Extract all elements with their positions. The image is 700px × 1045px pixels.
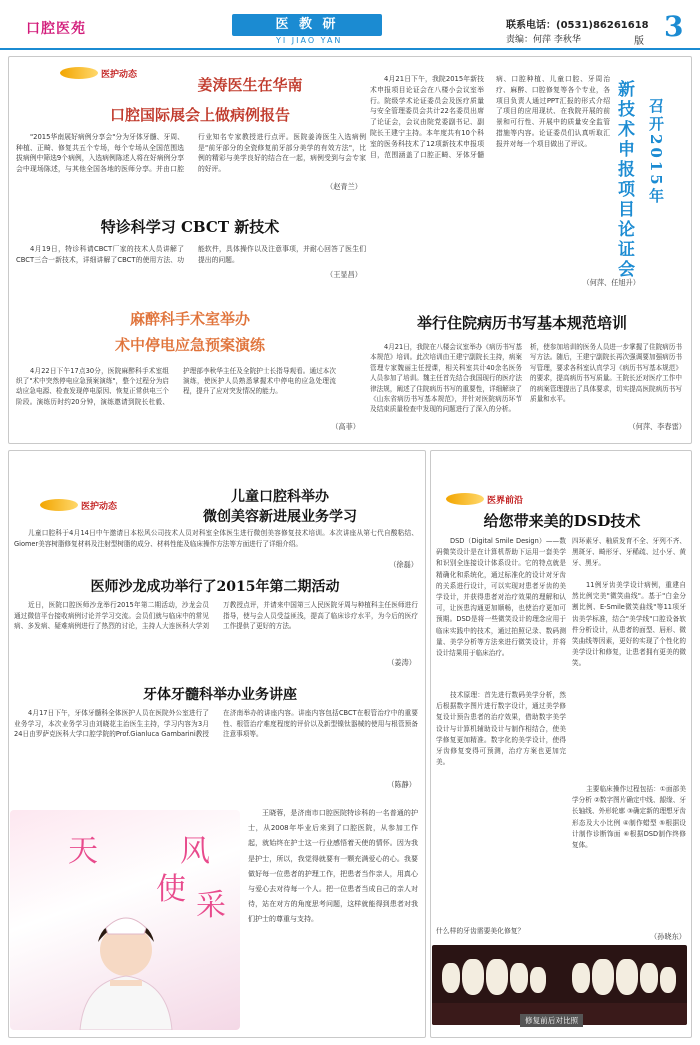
byline-endodontics: （陈静）	[387, 780, 416, 789]
editors: 责编：何萍 李秋华	[506, 35, 581, 45]
article-dsd-col3c: 主要临床操作过程包括：①面部美学分析 ②数字图片确定中线、龈缘、牙长轴线、外形轮廓 ③确定新的理想牙齿形态及大小比例 ④制作蜡型 ⑤根据设计制作诊断饰面 ⑥根据DSD制作终修复体。	[572, 785, 686, 850]
byline-salon: （姜涛）	[387, 658, 416, 667]
swoosh-icon	[40, 499, 78, 511]
newspaper-logo: 口腔医苑	[26, 21, 86, 37]
tag-frontier: 医界前沿	[446, 488, 523, 507]
article-records-right: 析，使参加培训的医务人员进一步掌握了住院病历书写方法。随后，王建宁副院长再次强调要加强病历书写管理，要求各科室认真学习《病历书写基本规范》的要求，提高病历书写质量。王院长还对医疗工作中的病案管理提出了具体要求，切实提高医院病历书写质量和水平。	[530, 343, 682, 404]
article-dsd-col3b: 11例牙齿美学设计病例，重建自然比例完美"微笑曲线"。基于"白金分割比例、E-Smile微笑曲线"等11项牙齿美学标准，结合"美学线"口腔设备软件分析设计，从患者的面型、唇形、微笑曲线等因素，更好的实现了个性化的美学设计和修复，让患者拥有更美的微笑。	[572, 581, 686, 668]
article-cbct: 4月19日，特诊科请CBCT厂家的技术人员讲解了CBCT三合一新技术，详细讲解了CBCT的使用方法、功能软件，具体操作以及注意事项，并耐心回答了医生们提出的问题。	[16, 245, 366, 264]
article-dsd-col1: DSD（Digital Smile Design）——数码微笑设计是在计算机帮助下运用一套美学和识别全连接设计体系设计。它的特点就是精确化和系统化，通过标准化的设计对牙齿的关系进行设计，可以实现对患者牙齿的美学设计，并获得患者对治疗效果的理解和认可，让医患沟通更加顺畅，也使治疗更加可预期。DSD是将一些微笑设计的理念应用于临床实践中的技术，通过拍照记录、数码测量、美学分析等方法来进行微笑设计，并将设计结果用于临床治疗。	[436, 537, 566, 658]
teeth-photo-caption: 修复前后对比照	[520, 1014, 583, 1027]
article-endodontics: 4月17日下午，牙体牙髓科全体医护人员在医院外公室进行了业务学习，本次业务学习由刘晓花主治医生主持，学习内容为3月24日由罗萨克医科大学口腔学院的Prof.Gianluca Gambarini教授在济南举办的讲座内容。讲座内容包括CBCT在根管治疗中的重要性、根管治疗难度程度的评价以及新型镍钛器械的使用与根管预备注意事项等。	[14, 709, 418, 739]
tooth	[486, 959, 508, 995]
headline-pediatric-2: 微创美容新进展业务学习	[203, 509, 357, 525]
tooth	[640, 963, 658, 993]
tooth	[510, 963, 528, 993]
byline-records: （何萍、李春雷）	[628, 422, 686, 431]
byline-anesthesia: （高菲）	[331, 422, 360, 431]
version-label: 版	[634, 36, 644, 47]
tooth	[660, 967, 676, 993]
article-records-left: 4月21日，我院在八楼会议室举办《病历书写基本规范》培训。此次培训由王建宁副院长主持，病案管理专家魏丽主任授课，相关科室共计40余名医务人员参加了培训。魏主任首先结合我国现行的医疗法律法规，阐述了住院病历书写的重要性，详细解读了《山东省病历书写基本规范》，并针对医院病历环节及结束质量检查中发现的问题进行了深入的分析。	[370, 343, 522, 414]
article-angel: 王晓蓉，是济南市口腔医院特诊科的一名普通的护士，从2008年毕业后来到了口腔医院，从参加工作起，就始终在护士这一行业感悟着天使的情怀。因为我是护士，所以，我觉得就要有一颗充满爱心的心。我要做好每一位患者的护理工作，把患者当作亲人，用真心与爱心去对待每一个人。把一位患者当成自己的亲人对待，站在对方的角度思考问题，这样就能得到患者对我们护士的尊重与支持。	[248, 809, 418, 924]
tooth	[592, 959, 614, 995]
swoosh-icon	[446, 493, 484, 505]
byline-dsd: （孙晓东）	[650, 932, 686, 941]
teeth-comparison-photo	[432, 945, 687, 1025]
headline-cbct: 特诊科学习 CBCT 新技术	[100, 218, 280, 236]
tooth	[530, 967, 546, 993]
article-salon: 近日，医院口腔医师沙龙举行2015年第二期活动，沙龙会员通过微信平台接收病例讨论并学习交流。会员们就与临床中的常见病、多发病、疑难病例进行了热烈的讨论，主持人大连医科大学刘万教授点评，并请来中国第三人民医院牙周与种植科主任医师进行指导，使与会人员受益匪浅，提高了临床诊疗水平，为今后的医疗工作提供了更好的方法。	[14, 601, 418, 631]
headline-jiangtao-2: 口腔国际展会上做病例报告	[109, 106, 290, 124]
contact-phone: 联系电话：(0531)86261618	[506, 20, 649, 31]
dsd-question: 什么样的牙齿需要美化修复？	[436, 927, 525, 935]
tag-hospital-news-2: 医护动态	[40, 494, 117, 513]
headline-anesthesia-1: 麻醉科手术室举办	[129, 310, 250, 328]
page-number: 3	[664, 10, 684, 43]
article-new-tech: 4月21日下午，我院2015年新技术申报项目论证会在八楼小会议室举行。院级学术论证委员会及医疗质量与安全管理委员会共计22名委员出席了论证会，会议由院党委副书记、副院长王建宁主持。本年度共有10个科室的医务科技术了12项新技术申报项目，范围涵盖了口腔正畸、牙体牙髓病、口腔种植、儿童口腔、牙周治疗、麻醉、口腔修复等各个专业，各项目负责人通过PPT汇报的形式介绍了项目的应用现状、在我院开展的前景和可行性、开展中的质量安全监管措施等内容。论证委员们认真听取汇报并对每一个项目做出了评议。	[370, 75, 610, 159]
byline-pediatric: （徐磊）	[389, 560, 418, 569]
headline-medical-records: 举行住院病历书写基本规范培训	[416, 314, 627, 332]
article-jiangtao: "2015华南展好病例分享会"分为牙体牙髓、牙周、种植、正畸、修复共五个专场，每个专场从全国范围选拔病例中筛选9个病例，入选病例陈述人将在好病例分享会中现场陈述，与其他全国各地的医师分享。并由口腔行业知名专家教授进行点评。医院姜涛医生入选病例是"前牙部分的全瓷修复前牙部分美学的有效方法"，比例的精彩与美学良好的结合在一起，病例受到与会专家的好评。	[16, 133, 366, 173]
byline-jiangtao: （赵青兰）	[326, 182, 362, 191]
tooth	[442, 963, 460, 993]
tooth	[572, 963, 590, 993]
byline-cbct: （王显昌）	[326, 270, 362, 279]
headline-anesthesia-2: 术中停电应急预案演练	[114, 336, 265, 354]
angel-glyph-2: 使	[156, 872, 186, 907]
vertical-title-new-tech: 新技术申报项目论证会	[614, 80, 634, 280]
vertical-title-year: 召开2015年	[647, 98, 665, 206]
tooth	[462, 959, 484, 995]
article-dsd-col2: 技术原理：首先进行数码美学分析，然后根据数字图片进行数字设计，通过美学修复设计预告患者的治疗效果，借助数字美学设计与计算机辅助设计与制作相结合，使美学修复更加精准。数字化的美学设计，使得牙齿修复变得可预测，治疗方案也更加完美。	[436, 691, 566, 767]
article-pediatric: 儿童口腔科于4月14日中午邀请日本松风公司技术人员对科室全体医生进行微创美容修复技术培训。本次讲座从第七代自酸粘结、Giomer美容树脂修复材料及注射型树脂的成分、材料性能及临床操作方法等方面进行了详细介绍。	[14, 529, 418, 548]
angel-glyph-3: 风	[180, 834, 210, 869]
swoosh-icon	[60, 67, 98, 79]
tag-hospital-news-1: 医护动态	[60, 62, 137, 81]
byline-new-tech: （何萍、任旭升）	[582, 278, 640, 287]
angel-glyph-4: 采	[196, 888, 226, 923]
headline-dsd: 给您带来美的DSD技术	[483, 512, 641, 530]
headline-pediatric-1: 儿童口腔科举办	[231, 489, 329, 505]
article-anesthesia: 4月22日下午17点30分，医院麻醉科手术室组织了"术中突然停电应急预案演练"，整个过程分为启动应急电源、检查发现停电原因、恢复正常供电三个阶段。演练历时约20分钟，演练邀请到院长杜毅、护理部李秋华主任及全院护士长指导观看。通过本次演练，使医护人员熟悉掌握术中停电的应急处理流程，提升了应对突发情况的能力。	[16, 367, 336, 406]
headline-endodontics: 牙体牙髓科举办业务讲座	[143, 687, 297, 703]
tooth	[616, 959, 638, 995]
headline-salon: 医师沙龙成功举行了2015年第二期活动	[90, 579, 340, 595]
headline-jiangtao-1: 姜涛医生在华南	[197, 76, 303, 94]
section-badge: 医 教 研	[232, 14, 382, 36]
article-dsd-col3: 四环素牙、釉质发育不全、牙列不齐、黑斑牙、畸形牙、牙稀疏、过小牙、黄牙、黑牙。	[572, 537, 686, 568]
section-pinyin: YI JIAO YAN	[276, 36, 343, 45]
angel-glyph-1: 天	[68, 834, 98, 869]
